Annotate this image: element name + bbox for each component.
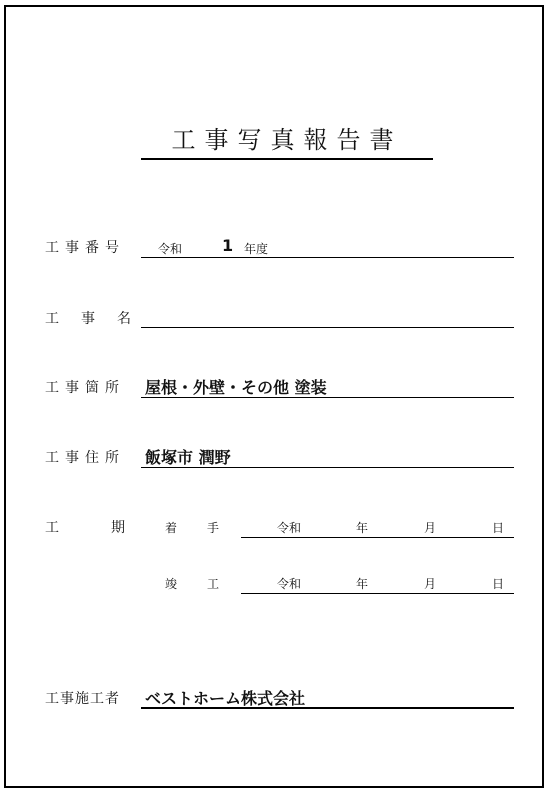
label-construction-address: 工事住所 (45, 450, 125, 466)
contractor-line (141, 707, 514, 709)
label-construction-place: 工事箇所 (45, 380, 125, 396)
period-start-month-unit: 月 (424, 521, 437, 535)
period-end-day-unit: 日 (492, 577, 505, 591)
period-end-line (241, 593, 514, 594)
label-construction-period: 工 期 (45, 520, 133, 536)
period-end-era: 令和 (277, 577, 302, 591)
contractor-value: ベストホーム株式会社 (145, 689, 306, 708)
period-end-label: 竣工 (165, 577, 250, 591)
construction-place-line (141, 397, 514, 398)
construction-place-value: 屋根・外壁・その他 塗装 (145, 378, 327, 397)
construction-number-year: 1 (222, 236, 234, 255)
construction-number-suffix: 年度 (244, 242, 269, 256)
period-end-month-unit: 月 (424, 577, 437, 591)
construction-number-line (141, 257, 514, 258)
label-construction-name: 工 事 名 (45, 311, 135, 327)
period-start-era: 令和 (277, 521, 302, 535)
period-end-year-unit: 年 (356, 577, 369, 591)
construction-address-value: 飯塚市 潤野 (145, 448, 231, 467)
period-start-label: 着手 (165, 521, 250, 535)
period-start-day-unit: 日 (492, 521, 505, 535)
construction-address-line (141, 467, 514, 468)
construction-name-line (141, 327, 514, 328)
label-construction-number: 工事番号 (45, 240, 125, 256)
label-contractor: 工事施工者 (45, 691, 120, 707)
period-start-year-unit: 年 (356, 521, 369, 535)
construction-number-era: 令和 (158, 242, 183, 256)
document-title: 工事写真報告書 (141, 120, 433, 160)
period-start-line (241, 537, 514, 538)
